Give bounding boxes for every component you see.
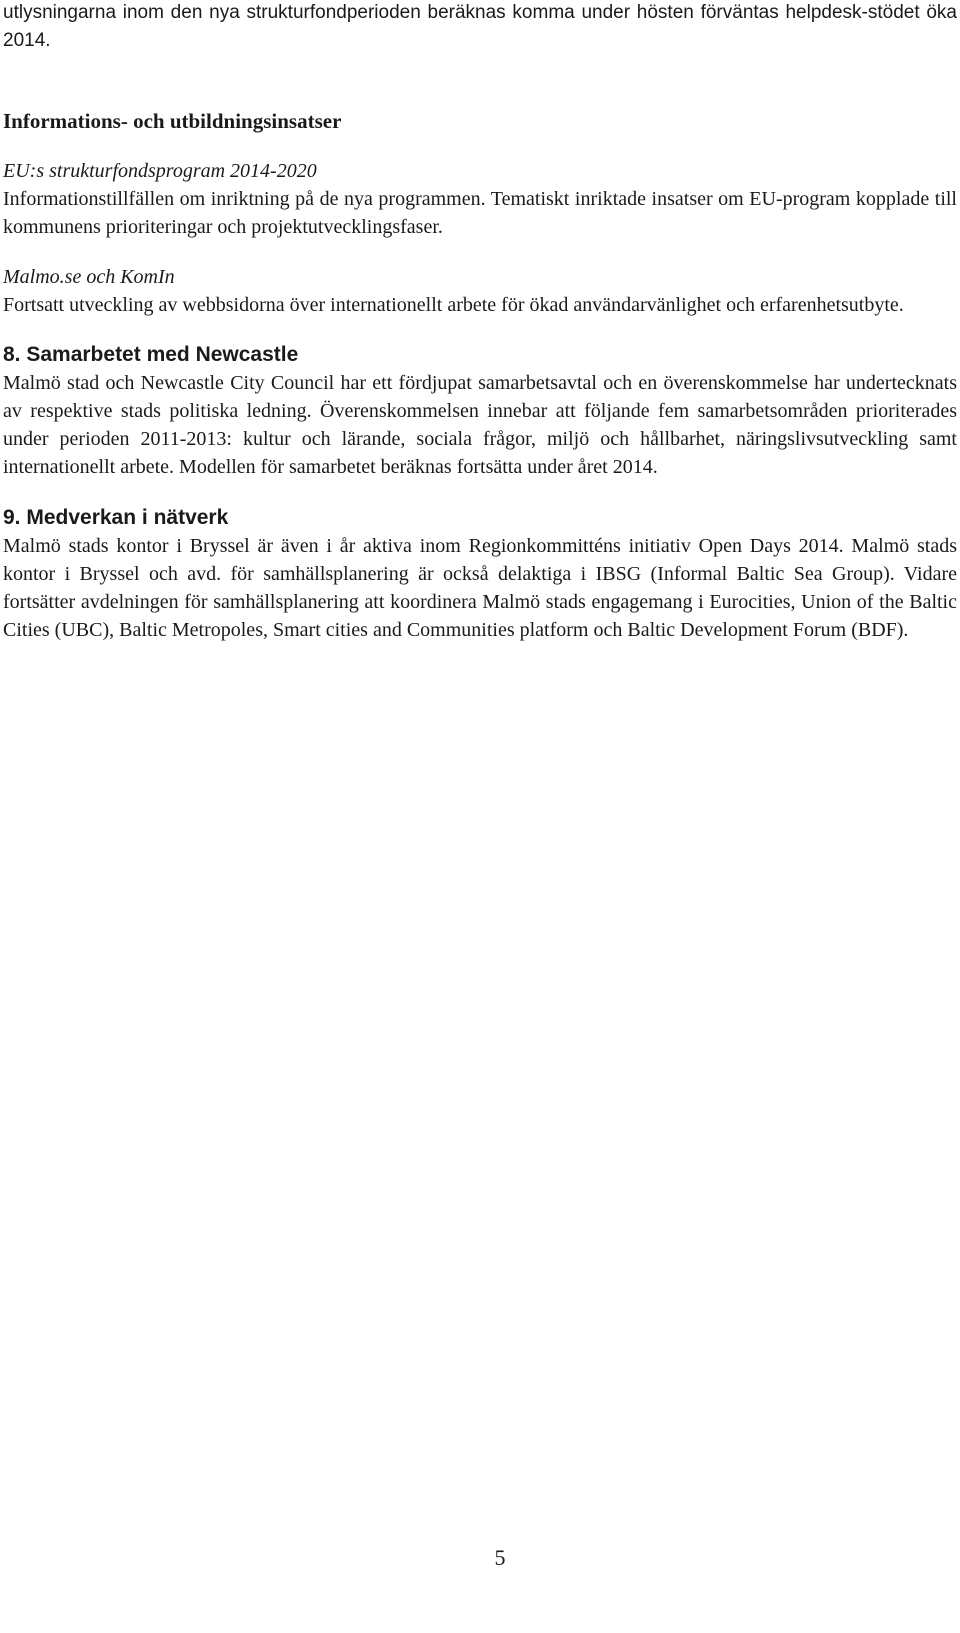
page-number: 5 bbox=[494, 1545, 506, 1570]
subheading-malmo-komin: Malmo.se och KomIn bbox=[3, 266, 175, 288]
heading-section-9: 9. Medverkan i nätverk bbox=[3, 506, 229, 529]
paragraph-section-9: Malmö stads kontor i Bryssel är även i år aktiva inom Regionkommitténs initiativ Open Days 2014. Malmö stads kontor i Bryssel och avd. för samhällsplanering är också delaktiga i IBSG (Informal Baltic Sea Group). Vidare fortsätter avdelningen för samhällsplanering att koordinera Malmö stads engagemang i Eurocities, Union of the Baltic Cities (UBC), Baltic Metropoles, Smart cities and Communities platform och Baltic Development Forum (BDF). bbox=[3, 535, 957, 641]
document-page bbox=[3, 0, 957, 644]
paragraph-malmo-komin: Fortsatt utveckling av webbsidorna över internationellt arbete för ökad användarvänlighet och erfarenhetsutbyte. bbox=[3, 294, 904, 316]
subheading-eu-program: EU:s strukturfondsprogram 2014-2020 bbox=[3, 160, 317, 182]
heading-information-training: Informations- och utbildningsinsatser bbox=[3, 109, 342, 133]
paragraph-section-8: Malmö stad och Newcastle City Council har ett fördjupat samarbetsavtal och en överenskommelse har undertecknats av respektive stads politiska ledning. Överenskommelsen innebar att följande fem samarbetsområden prioriterades under perioden 2011-2013: kultur och lärande, sociala frågor, miljö och hållbarhet, näringslivsutveckling samt internationellt arbete. Modellen för samarbetet beräknas fortsätta under året 2014. bbox=[3, 372, 957, 478]
paragraph-eu-program: Informationstillfällen om inriktning på de nya programmen. Tematiskt inriktade insatser om EU-program kopplade till kommunens prioriteringar och projektutvecklingsfaser. bbox=[3, 188, 957, 238]
intro-paragraph: utlysningarna inom den nya strukturfondperioden beräknas komma under hösten förväntas helpdesk-stödet öka 2014. bbox=[3, 2, 957, 51]
heading-section-8: 8. Samarbetet med Newcastle bbox=[3, 343, 299, 366]
